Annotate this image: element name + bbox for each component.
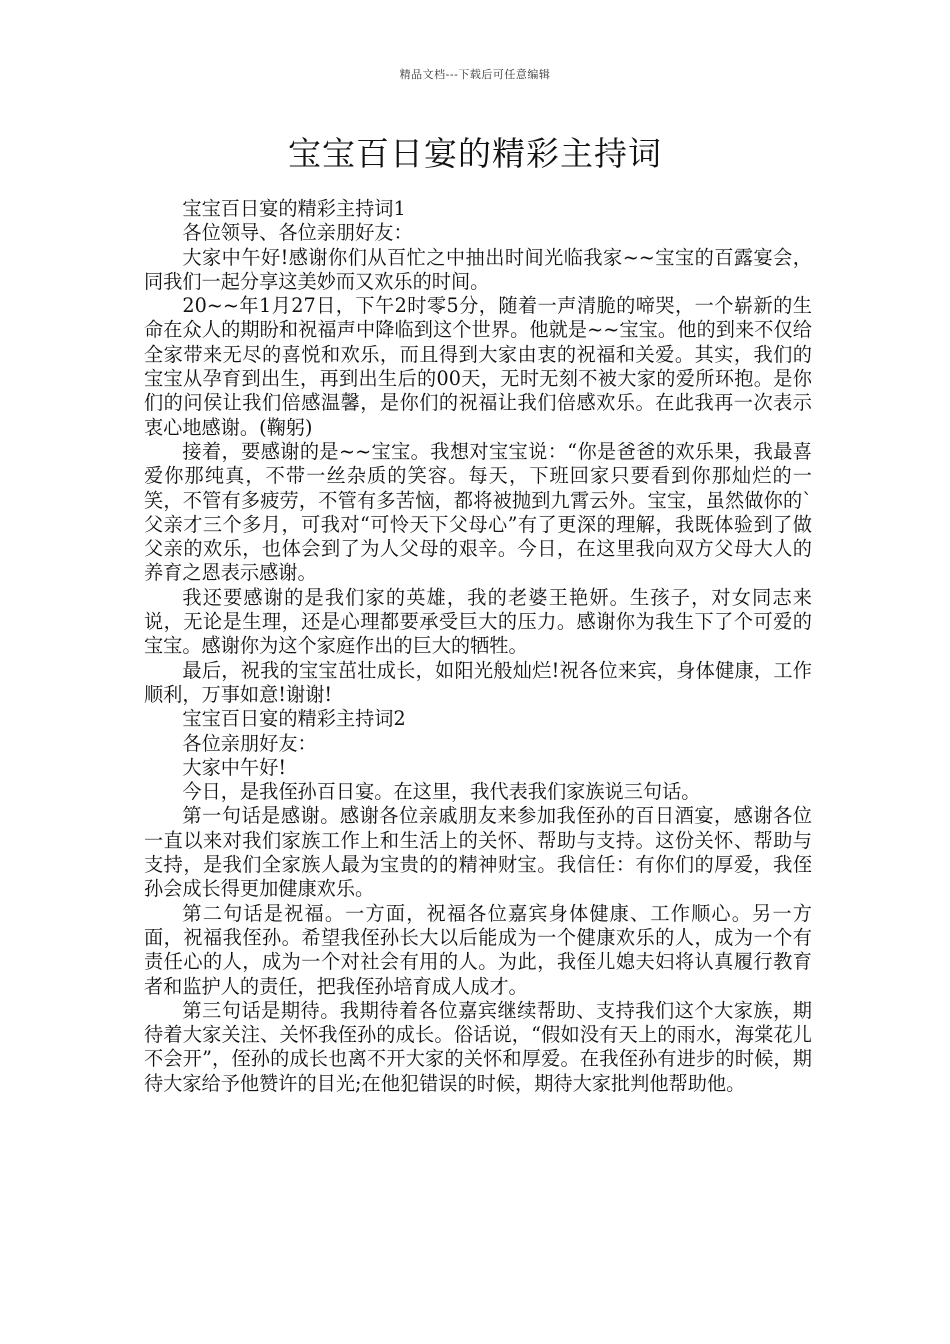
document-title: 宝宝百日宴的精彩主持词 (288, 134, 662, 173)
paragraph: 接着，要感谢的是~~宝宝。我想对宝宝说：“你是爸爸的欢乐果，我最喜爱你那纯真，不带一丝杂质的笑容。每天，下班回家只要看到你那灿烂的一笑，不管有多疲劳，不管有多苦恼，都将被抛到九霄云外。宝宝，虽然做你的`父亲才三个多月，可我对“可怜天下父母心”有了更深的理解，我既体验到了做父亲的欢乐，也体会到了为人父母的艰辛。今日，在这里我向双方父母大人的养育之恩表示感谢。 (144, 439, 812, 585)
paragraph: 20~~年1月27日，下午2时零5分，随着一声清脆的啼哭，一个崭新的生命在众人的期盼和祝福声中降临到这个世界。他就是~~宝宝。他的到来不仅给全家带来无尽的喜悦和欢乐，而且得到大家由衷的祝福和关爱。其实，我们的宝宝从孕育到出生，再到出生后的00天，无时无刻不被大家的爱所环抱。是你们的问侯让我们倍感温馨，是你们的祝福让我们倍感欢乐。在此我再一次表示衷心地感谢。(鞠躬) (144, 294, 812, 439)
paragraph: 第二句话是祝福。一方面，祝福各位嘉宾身体健康、工作顺心。另一方面，祝福我侄孙。希望我侄孙长大以后能成为一个健康欢乐的人，成为一个有责任心的人，成为一个对社会有用的人。为此，我侄儿媳夫妇将认真履行教育者和监护人的责任，把我侄孙培育成人成才。 (144, 901, 812, 998)
paragraph: 第一句话是感谢。感谢各位亲戚朋友来参加我侄孙的百日酒宴，感谢各位一直以来对我们家族工作上和生活上的关怀、帮助与支持。这份关怀、帮助与支持，是我们全家族人最为宝贵的的精神财宝。我信任：有你们的厚爱，我侄孙会成长得更加健康欢乐。 (144, 804, 812, 901)
paragraph: 第三句话是期待。我期待着各位嘉宾继续帮助、支持我们这个大家族，期待着大家关注、关怀我侄孙的成长。俗话说，“假如没有天上的雨水，海棠花儿不会开”，侄孙的成长也离不开大家的关怀和厚爱。在我侄孙有进步的时候，期待大家给予他赞许的目光;在他犯错误的时候，期待大家批判他帮助他。 (144, 998, 812, 1095)
page-header: 精品文档---下载后可任意编辑 (399, 68, 551, 81)
document-body (144, 197, 812, 1096)
paragraph: 我还要感谢的是我们家的英雄，我的老婆王艳妍。生孩子，对女同志来说，无论是生理，还是心理都要承受巨大的压力。感谢你为我生下了个可爱的宝宝。感谢你为这个家庭作出的巨大的牺牲。 (144, 585, 812, 658)
paragraph: 宝宝百日宴的精彩主持词1 (182, 197, 406, 220)
paragraph: 最后，祝我的宝宝茁壮成长，如阳光般灿烂!祝各位来宾，身体健康，工作顺利，万事如意!谢谢! (144, 658, 812, 706)
paragraph: 大家中午好!感谢你们从百忙之中抽出时间光临我家~~宝宝的百露宴会，同我们一起分享这美妙而又欢乐的时间。 (144, 245, 812, 293)
paragraph: 宝宝百日宴的精彩主持词2 (182, 707, 406, 731)
paragraph: 今日，是我侄孙百日宴。在这里，我代表我们家族说三句话。 (182, 780, 701, 804)
paragraph: 大家中午好! (182, 755, 287, 779)
paragraph: 各位领导、各位亲朋好友： (182, 221, 413, 245)
paragraph: 各位亲朋好友： (182, 731, 317, 755)
